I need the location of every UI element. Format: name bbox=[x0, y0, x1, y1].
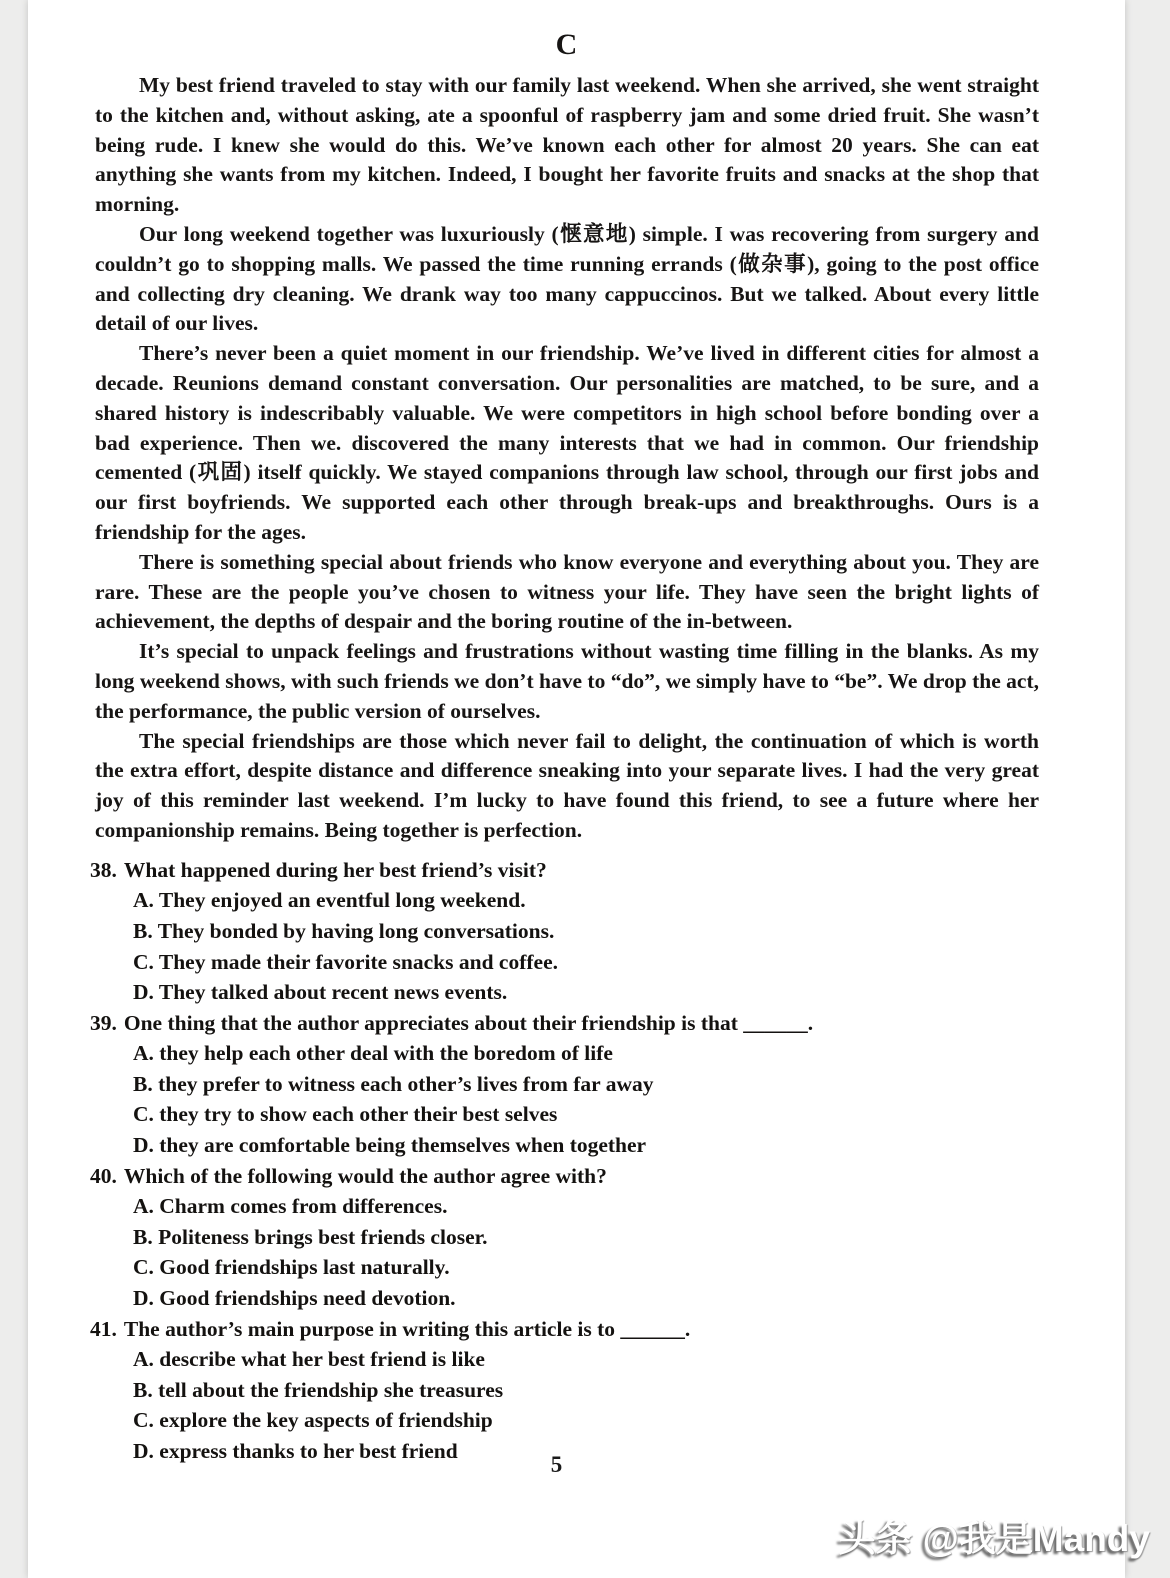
passage-paragraph: There’s never been a quiet moment in our friendship. We’ve lived in different cities for almost a decade. Reunions demand constant conversation. Our personalities are matched, to be sure, and a shared history is indescribably valuable. We were competitors in high school before bonding over a bad experience. Then we. discovered the many interests that we had in common. Our friendship cemented (巩固) itself quickly. We stayed companions through law school, through our first jobs and our first boyfriends. We supported each other through break-ups and breakthroughs. Ours is a friendship for the ages. bbox=[95, 341, 1039, 544]
question-stem-text: One thing that the author appreciates about their friendship is that ______. bbox=[123, 1010, 814, 1035]
page-number: 5 bbox=[550, 1452, 563, 1477]
question-38 bbox=[90, 855, 1039, 1008]
watermark: 头条 @我是Mandy bbox=[838, 1518, 1150, 1559]
question-option-c: C. They made their favorite snacks and coffee. bbox=[133, 949, 558, 974]
question-number: 41. bbox=[90, 1316, 117, 1341]
question-number: 39. bbox=[90, 1010, 117, 1035]
question-option-b: B. They bonded by having long conversations. bbox=[133, 918, 555, 943]
question-option-c: C. they try to show each other their best selves bbox=[133, 1102, 558, 1127]
question-stem-text: The author’s main purpose in writing this article is to ______. bbox=[123, 1316, 691, 1341]
question-stem bbox=[90, 855, 1039, 886]
question-list bbox=[90, 855, 1039, 1467]
passage-paragraph: The special friendships are those which never fail to delight, the continuation of which is worth the extra effort, despite distance and difference sneaking into your separate lives. I had the very great joy of this reminder last weekend. I’m lucky to have found this friend, to see a future where her companionship remains. Being together is perfection. bbox=[95, 728, 1039, 842]
question-41 bbox=[90, 1314, 1039, 1467]
question-option-d: D. express thanks to her best friend bbox=[133, 1439, 458, 1463]
question-stem bbox=[90, 1314, 1039, 1345]
question-option-c: C. explore the key aspects of friendship bbox=[133, 1408, 493, 1433]
question-option-d: D. They talked about recent news events. bbox=[133, 980, 508, 1005]
question-option-b: B. they prefer to witness each other’s lives from far away bbox=[133, 1071, 654, 1096]
passage-paragraph: It’s special to unpack feelings and frustrations without wasting time filling in the blanks. As my long weekend shows, with such friends we don’t have to “do”, we simply have to “be”. We drop the act, the performance, the public version of ourselves. bbox=[95, 639, 1039, 723]
question-option-a: A. they help each other deal with the boredom of life bbox=[133, 1041, 613, 1066]
question-stem bbox=[90, 1008, 1039, 1039]
question-number: 40. bbox=[90, 1163, 117, 1188]
question-option-a: A. They enjoyed an eventful long weekend. bbox=[133, 888, 526, 913]
question-option-b: B. Politeness brings best friends closer. bbox=[133, 1224, 488, 1249]
question-stem bbox=[90, 1161, 1039, 1192]
question-option-d: D. Good friendships need devotion. bbox=[133, 1286, 456, 1311]
question-option-a: A. describe what her best friend is like bbox=[133, 1347, 485, 1372]
passage-paragraph: There is something special about friends who know everyone and everything about you. They are rare. These are the people you’ve chosen to witness your life. They have seen the bright lights of achievement, the depths of despair and the boring routine of the in-between. bbox=[95, 549, 1039, 634]
question-40 bbox=[90, 1161, 1039, 1314]
question-number: 38. bbox=[90, 857, 117, 882]
question-stem-text: What happened during her best friend’s visit? bbox=[123, 857, 547, 882]
question-option-b: B. tell about the friendship she treasures bbox=[133, 1377, 504, 1402]
page-content bbox=[28, 0, 1125, 1467]
exam-page bbox=[28, 0, 1125, 1578]
question-option-c: C. Good friendships last naturally. bbox=[133, 1255, 450, 1280]
question-option-a: A. Charm comes from differences. bbox=[133, 1194, 448, 1219]
passage-paragraph: My best friend traveled to stay with our family last weekend. When she arrived, she went straight to the kitchen and, without asking, ate a spoonful of raspberry jam and some dried fruit. She wasn’t being rude. I knew she would do this. We’ve known each other for almost 20 years. She can eat anything she wants from my kitchen. Indeed, I bought her favorite fruits and snacks at the shop that morning. bbox=[95, 73, 1039, 217]
question-39 bbox=[90, 1008, 1039, 1161]
reading-passage bbox=[95, 71, 1039, 846]
question-option-d: D. they are comfortable being themselves when together bbox=[133, 1133, 647, 1158]
question-stem-text: Which of the following would the author agree with? bbox=[123, 1163, 607, 1188]
passage-paragraph: Our long weekend together was luxuriously (惬意地) simple. I was recovering from surgery and couldn’t go to shopping malls. We passed the time running errands (做杂事), going to the post office and collecting dry cleaning. We drank way too many cappuccinos. But we talked. About every little detail of our lives. bbox=[95, 221, 1039, 336]
section-title: C bbox=[555, 28, 579, 61]
